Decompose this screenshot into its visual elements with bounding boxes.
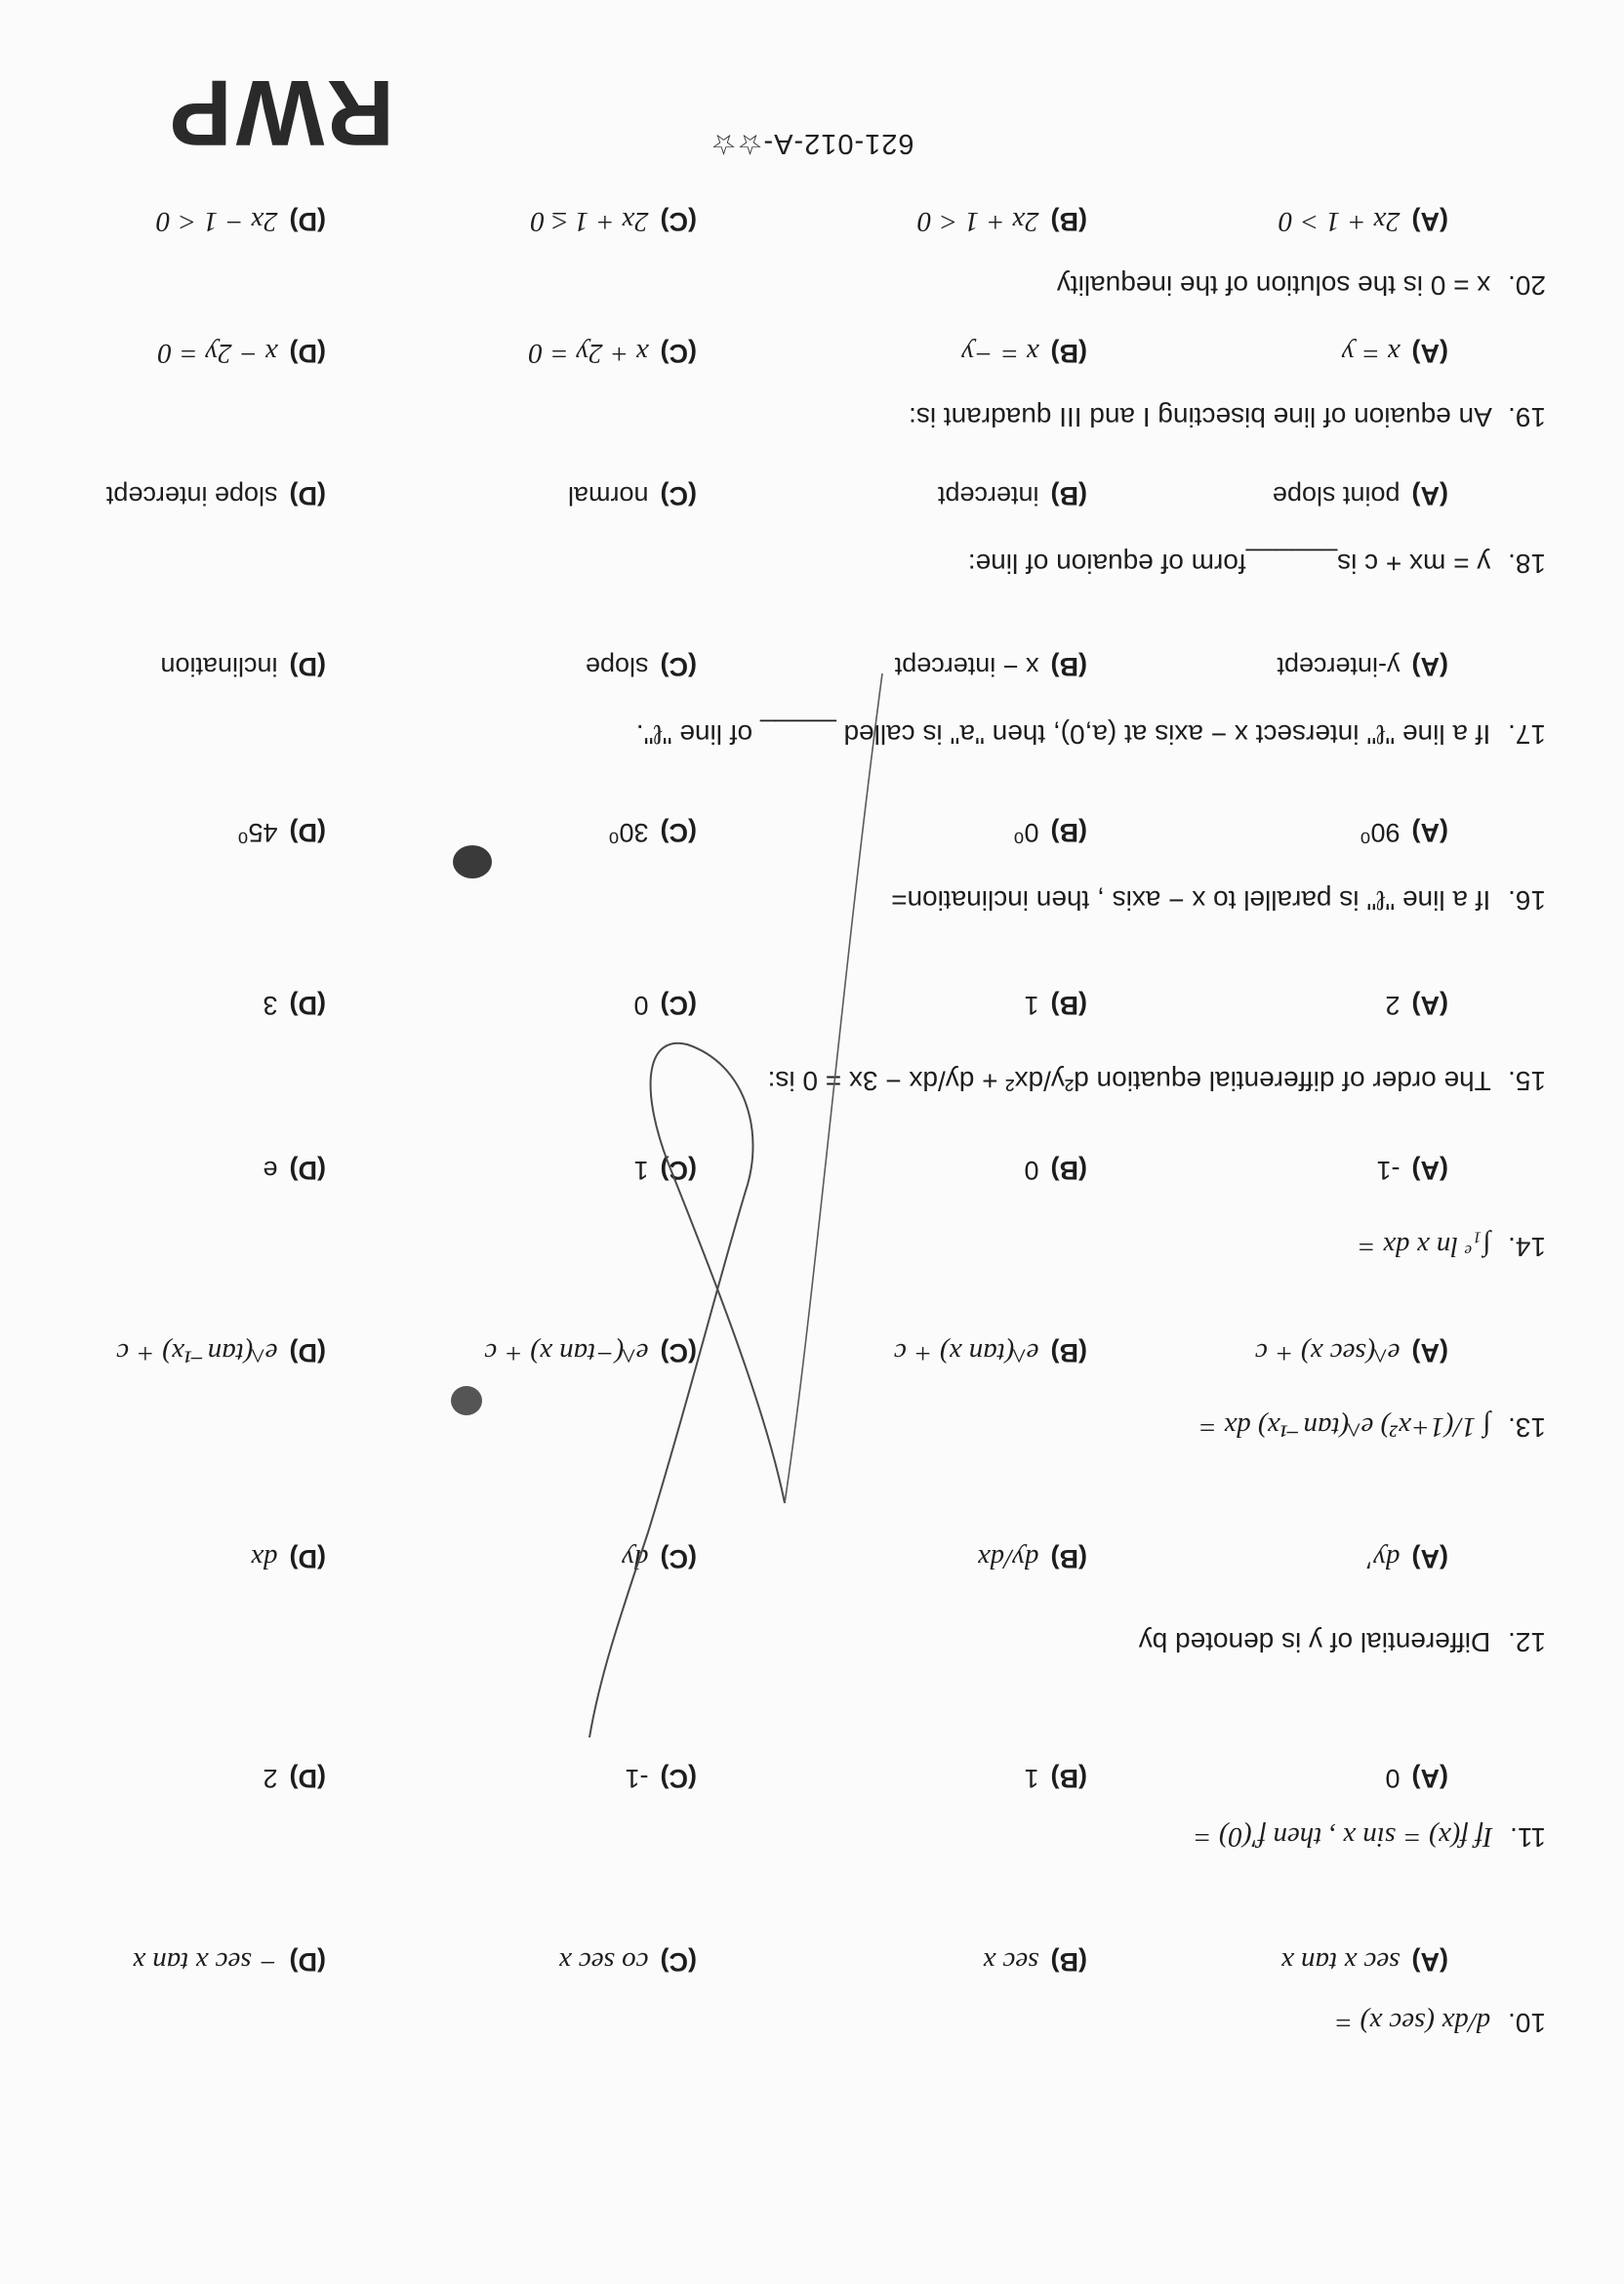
option-text: inclination <box>160 652 278 681</box>
question-number: 20. <box>1508 270 1546 301</box>
question-number: 10. <box>1508 2008 1546 2038</box>
option-label: (D) <box>289 339 326 368</box>
option-text: 2 <box>1385 991 1401 1020</box>
option-text: 45⁰ <box>237 818 278 847</box>
option-text: e^(sec x) + c <box>1255 1336 1401 1368</box>
option-label: (A) <box>1411 652 1448 681</box>
option-text: x = −y <box>961 338 1039 369</box>
option-text: sec x tan x <box>1280 1945 1401 1978</box>
option-label: (C) <box>660 991 697 1020</box>
option-label: (A) <box>1411 1946 1448 1977</box>
option-text: e^(−tan x) + c <box>484 1336 649 1368</box>
option-label: (B) <box>1050 1155 1087 1185</box>
option-text: 90⁰ <box>1360 818 1401 847</box>
question-text: The order of differential equation d²y/dx² + dy/dx − 3x = 0 is: <box>767 1066 1491 1096</box>
option-label: (A) <box>1411 1337 1448 1367</box>
option-text: e <box>263 1155 278 1185</box>
option-label: (C) <box>660 339 697 368</box>
option-label: (B) <box>1050 1946 1087 1977</box>
option-text: 2x + 1 ≤ 0 <box>530 206 649 237</box>
option-label: (C) <box>660 1763 697 1793</box>
option-label: (D) <box>289 818 326 847</box>
option-text: x − 2y = 0 <box>157 338 278 369</box>
option-text: sec x <box>983 1945 1039 1978</box>
option-label: (C) <box>660 652 697 681</box>
option-label: (B) <box>1050 481 1087 510</box>
option-label: (B) <box>1050 339 1087 368</box>
rwp-stamp: RWP <box>165 61 394 165</box>
question-number: 16. <box>1508 885 1546 916</box>
paper-code: 621-012-A-☆☆ <box>710 128 914 159</box>
option-text: point slope <box>1272 481 1401 510</box>
option-label: (D) <box>289 481 326 510</box>
option-label: (D) <box>289 207 326 236</box>
ink-blot <box>451 1386 482 1415</box>
option-label: (D) <box>289 1946 326 1977</box>
option-text: − sec x tan x <box>133 1945 278 1978</box>
question-text: If f(x) = sin x , then f′(0) = <box>1193 1821 1493 1853</box>
option-label: (C) <box>660 1946 697 1977</box>
option-label: (B) <box>1050 1763 1087 1793</box>
option-label: (B) <box>1050 991 1087 1020</box>
option-text: dy <box>622 1543 649 1574</box>
option-label: (B) <box>1050 207 1087 236</box>
question-number: 15. <box>1508 1066 1546 1096</box>
option-text: e^(tan x) + c <box>893 1336 1039 1368</box>
question-number: 13. <box>1508 1412 1546 1443</box>
option-label: (A) <box>1411 818 1448 847</box>
question-text: An equaion of line bisecting I and III quadrant is: <box>909 402 1492 432</box>
question-text: ∫ 1/(1+x²) e^(tan⁻¹x) dx = <box>1198 1411 1491 1443</box>
option-label: (A) <box>1411 207 1448 236</box>
option-text: -1 <box>625 1763 649 1793</box>
option-label: (D) <box>289 652 326 681</box>
option-text: x + 2y = 0 <box>528 338 649 369</box>
question-number: 12. <box>1508 1627 1546 1657</box>
option-text: dy/dx <box>977 1543 1039 1574</box>
option-label: (C) <box>660 481 697 510</box>
option-label: (B) <box>1050 1337 1087 1367</box>
question-number: 19. <box>1508 402 1546 432</box>
option-text: co sec x <box>558 1945 649 1978</box>
option-label: (C) <box>660 1337 697 1367</box>
option-label: (C) <box>660 1544 697 1573</box>
option-label: (A) <box>1411 1544 1448 1573</box>
option-text: 0 <box>633 991 649 1020</box>
option-label: (A) <box>1411 481 1448 510</box>
option-label: (D) <box>289 1337 326 1367</box>
option-text: slope intercept <box>105 481 278 510</box>
option-text: y-intercept <box>1277 652 1401 681</box>
option-label: (D) <box>289 1155 326 1185</box>
option-label: (A) <box>1411 1763 1448 1793</box>
question-text: d/dx (sec x) = <box>1333 2007 1491 2038</box>
option-text: intercept <box>937 481 1039 510</box>
question-text: y = mx + c is______form of equaion of line: <box>967 549 1491 579</box>
option-text: 2x + 1 < 0 <box>917 206 1039 237</box>
option-text: slope <box>585 652 649 681</box>
option-text: normal <box>567 481 649 510</box>
option-text: dx <box>251 1543 278 1574</box>
option-text: -1 <box>1376 1155 1401 1185</box>
option-label: (B) <box>1050 652 1087 681</box>
option-text: e^(tan⁻¹x) + c <box>116 1336 278 1368</box>
option-text: dy′ <box>1366 1543 1401 1574</box>
option-label: (D) <box>289 1544 326 1573</box>
option-label: (A) <box>1411 339 1448 368</box>
ink-blot <box>453 845 492 878</box>
option-text: x = y <box>1341 338 1401 369</box>
question-number: 14. <box>1508 1232 1546 1262</box>
option-text: x − intercept <box>894 652 1039 681</box>
option-label: (D) <box>289 1763 326 1793</box>
option-label: (A) <box>1411 1155 1448 1185</box>
question-text: If a line "ℓ" is parallel to x − axis , then inclination= <box>891 885 1491 916</box>
option-text: 2x + 1 > 0 <box>1279 206 1401 237</box>
option-text: 2x − 1 < 0 <box>156 206 278 237</box>
option-label: (C) <box>660 1155 697 1185</box>
option-text: 3 <box>263 991 278 1020</box>
question-text: ∫₁ᵉ ln x dx = <box>1357 1231 1491 1262</box>
option-text: 0 <box>1385 1763 1401 1793</box>
option-text: 1 <box>1024 1763 1039 1793</box>
option-label: (B) <box>1050 1544 1087 1573</box>
option-text: 0 <box>1024 1155 1039 1185</box>
option-text: 30⁰ <box>608 818 649 847</box>
option-label: (A) <box>1411 991 1448 1020</box>
option-label: (D) <box>289 991 326 1020</box>
question-number: 11. <box>1510 1822 1546 1853</box>
question-text: x = 0 is the solution of the inequality <box>1056 270 1491 301</box>
option-text: 1 <box>633 1155 649 1185</box>
option-label: (C) <box>660 818 697 847</box>
option-text: 2 <box>263 1763 278 1793</box>
option-text: 1 <box>1024 991 1039 1020</box>
question-text: If a line "ℓ" intersect x − axis at (a,0), then "a" is called _____ of line "ℓ". <box>635 719 1491 750</box>
option-text: 0⁰ <box>1013 818 1039 847</box>
question-number: 17. <box>1508 719 1546 750</box>
question-text: Differential of y is denoted by <box>1138 1627 1491 1657</box>
question-number: 18. <box>1508 549 1546 579</box>
option-label: (B) <box>1050 818 1087 847</box>
option-label: (C) <box>660 207 697 236</box>
